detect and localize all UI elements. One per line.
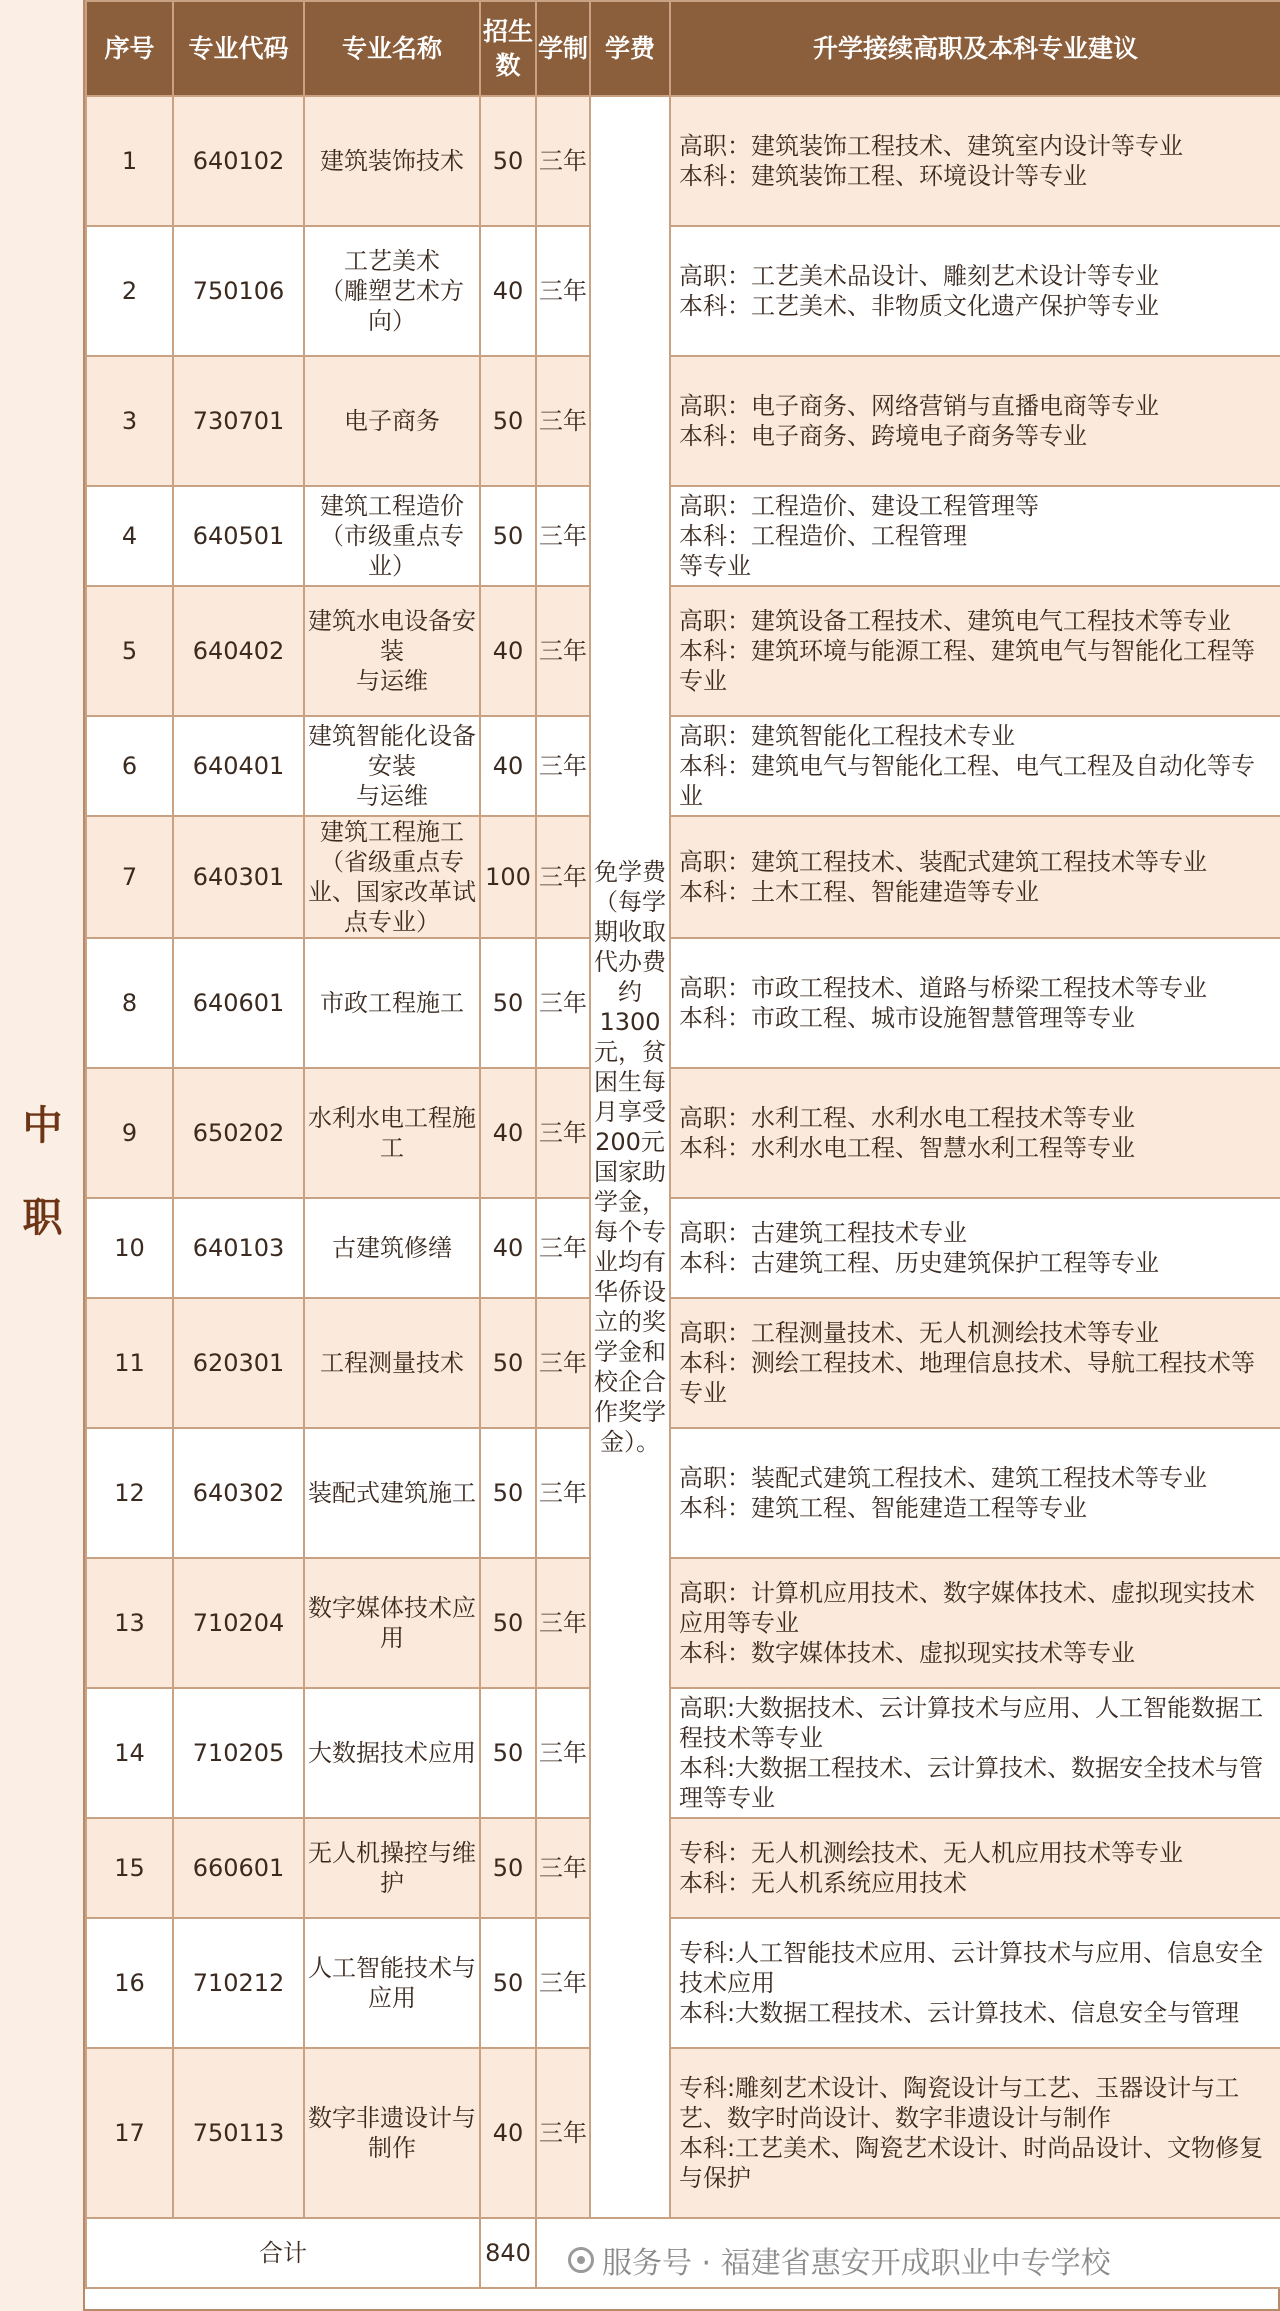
row-count: 50 xyxy=(480,1918,536,2048)
row-count: 50 xyxy=(480,1558,536,1688)
header-no: 序号 xyxy=(86,1,173,96)
row-name: 建筑水电设备安装 与运维 xyxy=(304,586,480,716)
row-code: 650202 xyxy=(173,1068,304,1198)
row-suggest: 专科:人工智能技术应用、云计算技术与应用、信息安全技术应用 本科:大数据工程技术、云计算技术、信息安全与管理 xyxy=(670,1918,1280,2048)
table-row xyxy=(86,1428,1280,1558)
row-years: 三年 xyxy=(536,1068,590,1198)
row-code: 730701 xyxy=(173,356,304,486)
row-suggest: 专科:雕刻艺术设计、陶瓷设计与工艺、玉器设计与工艺、数字时尚设计、数字非遗设计与制作 本科:工艺美术、陶瓷艺术设计、时尚品设计、文物修复与保护 xyxy=(670,2048,1280,2218)
row-code: 750106 xyxy=(173,226,304,356)
header-code: 专业代码 xyxy=(173,1,304,96)
row-name: 建筑工程造价 （市级重点专业） xyxy=(304,486,480,586)
watermark-text: 服务号 · 福建省惠安开成职业中专学校 xyxy=(602,2246,1111,2281)
row-name: 建筑工程施工 （省级重点专业、国家改革试点专业） xyxy=(304,816,480,938)
row-code: 710212 xyxy=(173,1918,304,2048)
table-row xyxy=(86,1068,1280,1198)
row-name: 水利水电工程施工 xyxy=(304,1068,480,1198)
row-count: 50 xyxy=(480,1298,536,1428)
row-no: 11 xyxy=(86,1298,173,1428)
row-no: 15 xyxy=(86,1818,173,1918)
table-row xyxy=(86,1818,1280,1918)
row-years: 三年 xyxy=(536,226,590,356)
row-suggest: 高职：建筑智能化工程技术专业 本科：建筑电气与智能化工程、电气工程及自动化等专业 xyxy=(670,716,1280,816)
row-name: 大数据技术应用 xyxy=(304,1688,480,1818)
row-count: 50 xyxy=(480,1428,536,1558)
header-suggest: 升学接续高职及本科专业建议 xyxy=(670,1,1280,96)
row-count: 40 xyxy=(480,1068,536,1198)
row-no: 7 xyxy=(86,816,173,938)
row-years: 三年 xyxy=(536,1428,590,1558)
row-suggest: 高职：计算机应用技术、数字媒体技术、虚拟现实技术应用等专业 本科：数字媒体技术、虚拟现实技术等专业 xyxy=(670,1558,1280,1688)
row-no: 1 xyxy=(86,96,173,226)
row-years: 三年 xyxy=(536,716,590,816)
row-suggest: 高职：电子商务、网络营销与直播电商等专业 本科：电子商务、跨境电子商务等专业 xyxy=(670,356,1280,486)
row-code: 640402 xyxy=(173,586,304,716)
row-name: 无人机操控与维护 xyxy=(304,1818,480,1918)
row-code: 710204 xyxy=(173,1558,304,1688)
row-count: 50 xyxy=(480,1688,536,1818)
table-row xyxy=(86,938,1280,1068)
row-no: 17 xyxy=(86,2048,173,2218)
row-suggest: 高职：建筑工程技术、装配式建筑工程技术等专业 本科：土木工程、智能建造等专业 xyxy=(670,816,1280,938)
row-count: 50 xyxy=(480,938,536,1068)
total-count: 840 xyxy=(480,2218,536,2288)
table-row xyxy=(86,1298,1280,1428)
row-count: 40 xyxy=(480,226,536,356)
table-row xyxy=(86,716,1280,816)
row-code: 640103 xyxy=(173,1198,304,1298)
row-count: 50 xyxy=(480,486,536,586)
row-suggest: 高职:大数据技术、云计算技术与应用、人工智能数据工程技术等专业 本科:大数据工程技术、云计算技术、数据安全技术与管理等专业 xyxy=(670,1688,1280,1818)
table-row xyxy=(86,486,1280,586)
row-years: 三年 xyxy=(536,1688,590,1818)
row-name: 人工智能技术与应用 xyxy=(304,1918,480,2048)
row-no: 8 xyxy=(86,938,173,1068)
total-label: 合计 xyxy=(86,2218,480,2288)
fee-cell: 免学费（每学期收取代办费约1300元，贫困生每月享受200元国家助学金，每个专业均有华侨设立的奖学金和校企合作奖学金）。 xyxy=(590,96,670,2218)
row-count: 50 xyxy=(480,96,536,226)
row-no: 5 xyxy=(86,586,173,716)
row-name: 建筑智能化设备安装 与运维 xyxy=(304,716,480,816)
row-name: 古建筑修缮 xyxy=(304,1198,480,1298)
row-name: 工艺美术 （雕塑艺术方向） xyxy=(304,226,480,356)
row-name: 建筑装饰技术 xyxy=(304,96,480,226)
table-row xyxy=(86,356,1280,486)
header-count: 招生 数 xyxy=(480,1,536,96)
row-name: 数字非遗设计与制作 xyxy=(304,2048,480,2218)
row-years: 三年 xyxy=(536,1558,590,1688)
row-no: 12 xyxy=(86,1428,173,1558)
row-name: 装配式建筑施工 xyxy=(304,1428,480,1558)
row-suggest: 高职：工艺美术品设计、雕刻艺术设计等专业 本科：工艺美术、非物质文化遗产保护等专业 xyxy=(670,226,1280,356)
row-years: 三年 xyxy=(536,2048,590,2218)
row-suggest: 高职：水利工程、水利水电工程技术等专业 本科：水利水电工程、智慧水利工程等专业 xyxy=(670,1068,1280,1198)
row-years: 三年 xyxy=(536,1298,590,1428)
row-no: 13 xyxy=(86,1558,173,1688)
row-years: 三年 xyxy=(536,1818,590,1918)
table-header-row xyxy=(86,1,1280,96)
row-years: 三年 xyxy=(536,938,590,1068)
table-row xyxy=(86,1558,1280,1688)
row-name: 电子商务 xyxy=(304,356,480,486)
row-years: 三年 xyxy=(536,96,590,226)
row-code: 640302 xyxy=(173,1428,304,1558)
row-years: 三年 xyxy=(536,1198,590,1298)
row-name: 数字媒体技术应用 xyxy=(304,1558,480,1688)
row-no: 4 xyxy=(86,486,173,586)
row-suggest: 高职：工程造价、建设工程管理等 本科：工程造价、工程管理 等专业 xyxy=(670,486,1280,586)
row-code: 640501 xyxy=(173,486,304,586)
row-no: 16 xyxy=(86,1918,173,2048)
row-years: 三年 xyxy=(536,1918,590,2048)
row-suggest: 高职：装配式建筑工程技术、建筑工程技术等专业 本科：建筑工程、智能建造工程等专业 xyxy=(670,1428,1280,1558)
row-code: 660601 xyxy=(173,1818,304,1918)
row-years: 三年 xyxy=(536,816,590,938)
row-count: 40 xyxy=(480,2048,536,2218)
row-count: 50 xyxy=(480,356,536,486)
header-years: 学制 xyxy=(536,1,590,96)
row-years: 三年 xyxy=(536,486,590,586)
row-no: 6 xyxy=(86,716,173,816)
header-fee: 学费 xyxy=(590,1,670,96)
row-code: 640601 xyxy=(173,938,304,1068)
table-row xyxy=(86,226,1280,356)
row-name: 市政工程施工 xyxy=(304,938,480,1068)
table-row xyxy=(86,1918,1280,2048)
total-empty xyxy=(536,2218,1280,2288)
header-name: 专业名称 xyxy=(304,1,480,96)
table-row xyxy=(86,1688,1280,1818)
row-code: 640301 xyxy=(173,816,304,938)
row-years: 三年 xyxy=(536,356,590,486)
row-years: 三年 xyxy=(536,586,590,716)
row-code: 710205 xyxy=(173,1688,304,1818)
row-suggest: 高职：古建筑工程技术专业 本科：古建筑工程、历史建筑保护工程等专业 xyxy=(670,1198,1280,1298)
table-row xyxy=(86,96,1280,226)
row-code: 750113 xyxy=(173,2048,304,2218)
row-name: 工程测量技术 xyxy=(304,1298,480,1428)
row-count: 40 xyxy=(480,716,536,816)
major-table xyxy=(85,0,1280,2289)
level-label: 中 职 xyxy=(22,1103,63,1241)
row-code: 640102 xyxy=(173,96,304,226)
row-count: 100 xyxy=(480,816,536,938)
row-count: 50 xyxy=(480,1818,536,1918)
row-suggest: 高职：建筑设备工程技术、建筑电气工程技术等专业 本科：建筑环境与能源工程、建筑电气与智能化工程等专业 xyxy=(670,586,1280,716)
row-count: 40 xyxy=(480,1198,536,1298)
level-column xyxy=(0,0,85,2311)
row-no: 10 xyxy=(86,1198,173,1298)
table-row xyxy=(86,2048,1280,2218)
row-code: 620301 xyxy=(173,1298,304,1428)
table-row xyxy=(86,816,1280,938)
row-suggest: 高职：建筑装饰工程技术、建筑室内设计等专业 本科：建筑装饰工程、环境设计等专业 xyxy=(670,96,1280,226)
table-row xyxy=(86,1198,1280,1298)
row-code: 640401 xyxy=(173,716,304,816)
row-count: 40 xyxy=(480,586,536,716)
row-no: 14 xyxy=(86,1688,173,1818)
row-suggest: 高职：市政工程技术、道路与桥梁工程技术等专业 本科：市政工程、城市设施智慧管理等专业 xyxy=(670,938,1280,1068)
total-row xyxy=(86,2218,1280,2288)
row-suggest: 专科：无人机测绘技术、无人机应用技术等专业 本科：无人机系统应用技术 xyxy=(670,1818,1280,1918)
row-no: 2 xyxy=(86,226,173,356)
table-row xyxy=(86,586,1280,716)
row-suggest: 高职：工程测量技术、无人机测绘技术等专业 本科：测绘工程技术、地理信息技术、导航工程技术等专业 xyxy=(670,1298,1280,1428)
row-no: 9 xyxy=(86,1068,173,1198)
row-no: 3 xyxy=(86,356,173,486)
